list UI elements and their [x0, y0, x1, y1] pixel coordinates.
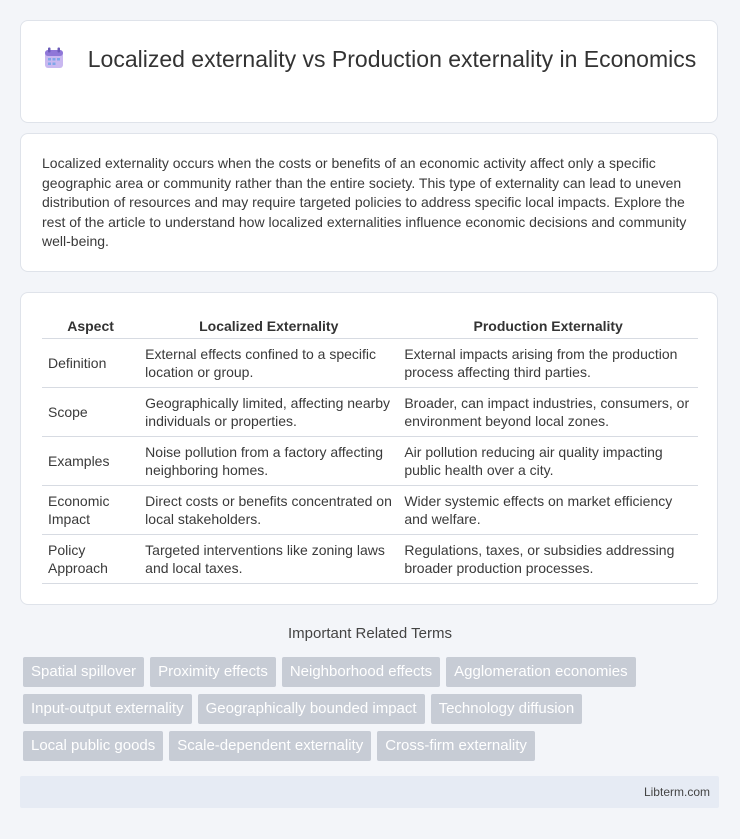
footer-site-link[interactable]: Libterm.com: [643, 785, 710, 799]
row-production: Broader, can impact industries, consumers, or environment beyond local zones.: [398, 388, 698, 437]
row-production: Regulations, taxes, or subsidies addressing broader production processes.: [398, 535, 698, 584]
row-aspect: Examples: [42, 437, 139, 486]
related-terms: [23, 657, 723, 768]
tag-row: [23, 694, 723, 731]
comparison-card: [20, 292, 718, 605]
related-term-tag[interactable]: Proximity effects: [150, 657, 276, 687]
row-localized: Direct costs or benefits concentrated on local stakeholders.: [139, 486, 398, 535]
row-aspect: Definition: [42, 339, 139, 388]
table-row: [42, 535, 698, 584]
row-production: Air pollution reducing air quality impacting public health over a city.: [398, 437, 698, 486]
footer: [20, 776, 719, 808]
related-term-tag[interactable]: Input-output externality: [23, 694, 192, 724]
related-term-tag[interactable]: Scale-dependent externality: [169, 731, 371, 761]
table-header-row: [42, 314, 698, 339]
table-row: [42, 339, 698, 388]
row-aspect: Policy Approach: [42, 535, 139, 584]
related-term-tag[interactable]: Spatial spillover: [23, 657, 144, 687]
table-row: [42, 388, 698, 437]
row-production: Wider systemic effects on market efficiency and welfare.: [398, 486, 698, 535]
intro-text: Localized externality occurs when the costs or benefits of an economic activity affect only a specific geographic area or community rather than the entire society. This type of externality can lead to uneven distribution of resources and may require targeted policies to address specific local impacts. Explore the rest of the article to understand how localized externalities influence economic decisions and community well-being.: [42, 155, 687, 250]
row-aspect: Economic Impact: [42, 486, 139, 535]
related-terms-heading: Important Related Terms: [288, 625, 452, 642]
table-row: [42, 486, 698, 535]
intro-card: [20, 133, 718, 272]
header-localized: Localized Externality: [139, 314, 398, 339]
row-production: External impacts arising from the production process affecting third parties.: [398, 339, 698, 388]
row-aspect: Scope: [42, 388, 139, 437]
calendar-book-icon: [42, 46, 66, 77]
related-term-tag[interactable]: Technology diffusion: [431, 694, 583, 724]
related-term-tag[interactable]: Cross-firm externality: [377, 731, 535, 761]
table-row: [42, 437, 698, 486]
row-localized: Targeted interventions like zoning laws and local taxes.: [139, 535, 398, 584]
tag-row: [23, 657, 723, 694]
title-card: [20, 20, 718, 123]
page-title-block: [21, 45, 717, 77]
header-production: Production Externality: [398, 314, 698, 339]
comparison-table: [42, 314, 698, 584]
row-localized: External effects confined to a specific location or group.: [139, 339, 398, 388]
related-term-tag[interactable]: Agglomeration economies: [446, 657, 635, 687]
related-term-tag[interactable]: Neighborhood effects: [282, 657, 440, 687]
related-term-tag[interactable]: Geographically bounded impact: [198, 694, 425, 724]
row-localized: Geographically limited, affecting nearby individuals or properties.: [139, 388, 398, 437]
tag-row: [23, 731, 723, 768]
page-title: Localized externality vs Production externality in Economics: [87, 46, 697, 72]
header-aspect: Aspect: [42, 314, 139, 339]
related-term-tag[interactable]: Local public goods: [23, 731, 163, 761]
row-localized: Noise pollution from a factory affecting neighboring homes.: [139, 437, 398, 486]
